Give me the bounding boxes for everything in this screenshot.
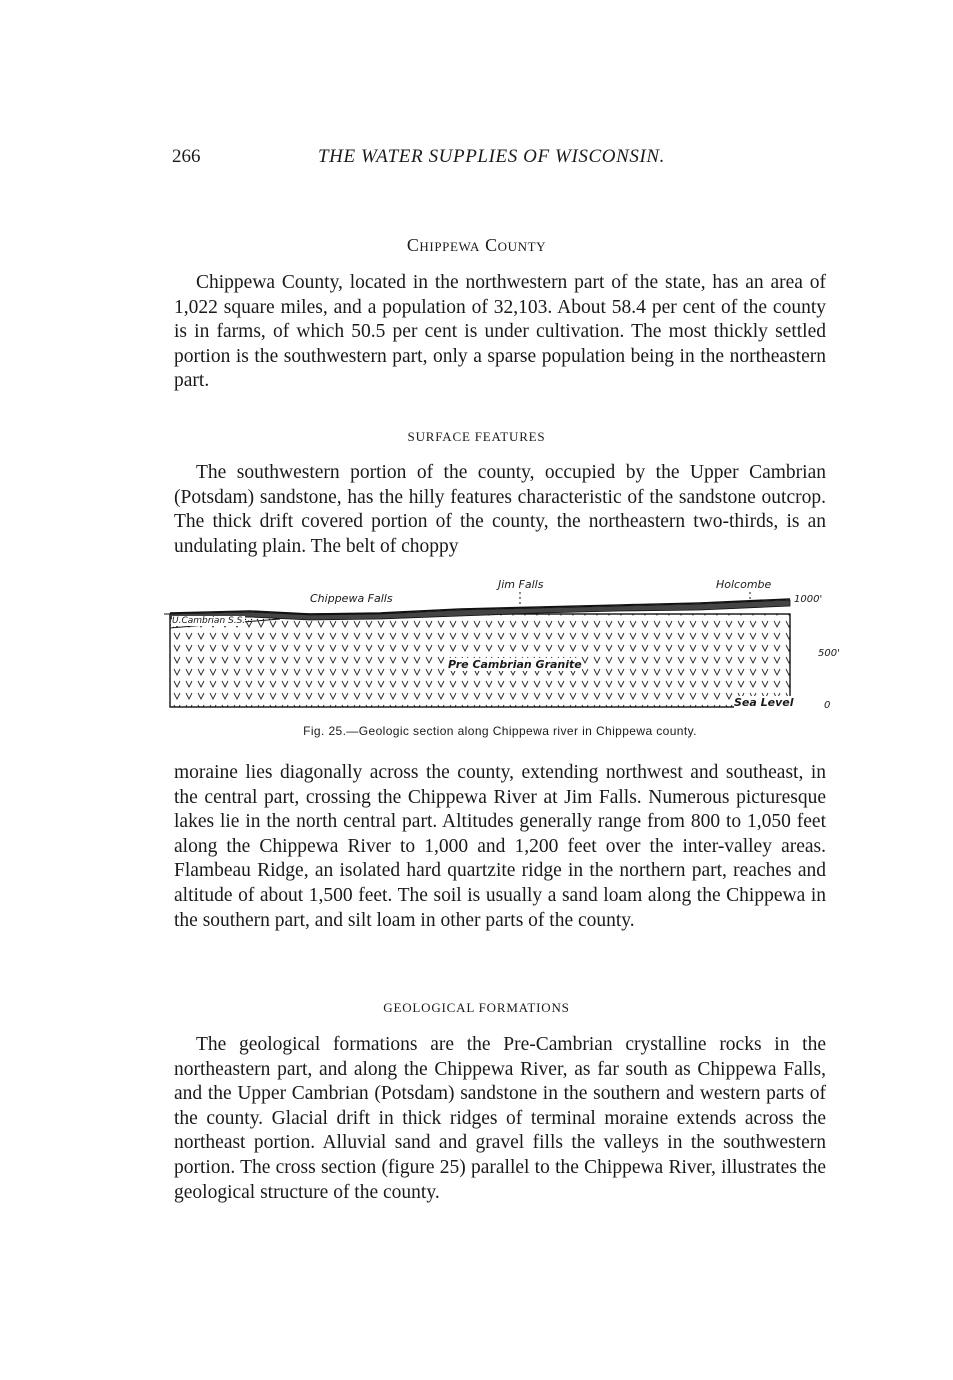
running-title: THE WATER SUPPLIES OF WISCONSIN. [318,146,666,167]
geologic-section-figure [160,570,840,720]
elevation-500: 500' [818,648,840,659]
surface-paragraph-1: The southwestern portion of the county, occupied by the Upper Cambrian (Potsdam) sandstone, has the hilly features characteristic of the sandstone outcrop. The thick drift covered portion of the county, the northeastern two-thirds, is an undulating plain. The belt of choppy [174,462,826,557]
elevation-1000: 1000' [794,594,823,605]
label-chippewa-falls: Chippewa Falls [310,592,393,605]
section-title: Chippewa County [406,235,547,255]
geological-formations-heading: GEOLOGICAL FORMATIONS [383,1000,570,1015]
figure-caption: Fig. 25.—Geologic section along Chippewa river in Chippewa county. [303,724,697,738]
surface-paragraph-2: moraine lies diagonally across the county, extending northwest and southeast, in the central part, crossing the Chippewa River at Jim Falls. Numerous picturesque lakes lie in the north central part. Altitudes generally range from 800 to 1,050 feet along the Chippewa River to 1,000 and 1,200 feet over the inter-valley areas. Flambeau Ridge, an isolated hard quartzite ridge in the northern part, reaches and altitude of about 1,500 feet. The soil is usually a sand loam along the Chippewa in the southern part, and silt loam in other parts of the county. [174,762,826,931]
label-upper-cambrian: U.Cambrian S.S. [172,616,246,626]
geological-paragraph: The geological formations are the Pre-Cambrian crystalline rocks in the northeastern part, and along the Chippewa River, as far south as Chippewa Falls, and the Upper Cambrian (Potsdam) sandstone in the southern and western parts of the county. Glacial drift in thick ridges of terminal moraine extends across the northeast portion. Alluvial sand and gravel fills the valleys in the southwestern portion. The cross section (figure 25) parallel to the Chippewa River, illustrates the geological structure of the county. [174,1034,826,1203]
running-header [172,146,812,172]
elevation-0: 0 [824,700,831,711]
label-jim-falls: Jim Falls [498,578,544,591]
surface-features-heading: SURFACE FEATURES [407,429,546,444]
intro-paragraph: Chippewa County, located in the northwestern part of the state, has an area of 1,022 square miles, and a population of 32,103. About 58.4 per cent of the county is in farms, of which 50.5 per cent is under cultivation. The most thickly settled portion is the southwestern part, only a sparse population being in the northeastern part. [174,272,826,392]
label-pre-cambrian: Pre Cambrian Granite [448,658,582,671]
label-holcombe: Holcombe [716,578,772,591]
page-number: 266 [172,146,201,167]
label-sea-level: Sea Level [734,696,794,709]
